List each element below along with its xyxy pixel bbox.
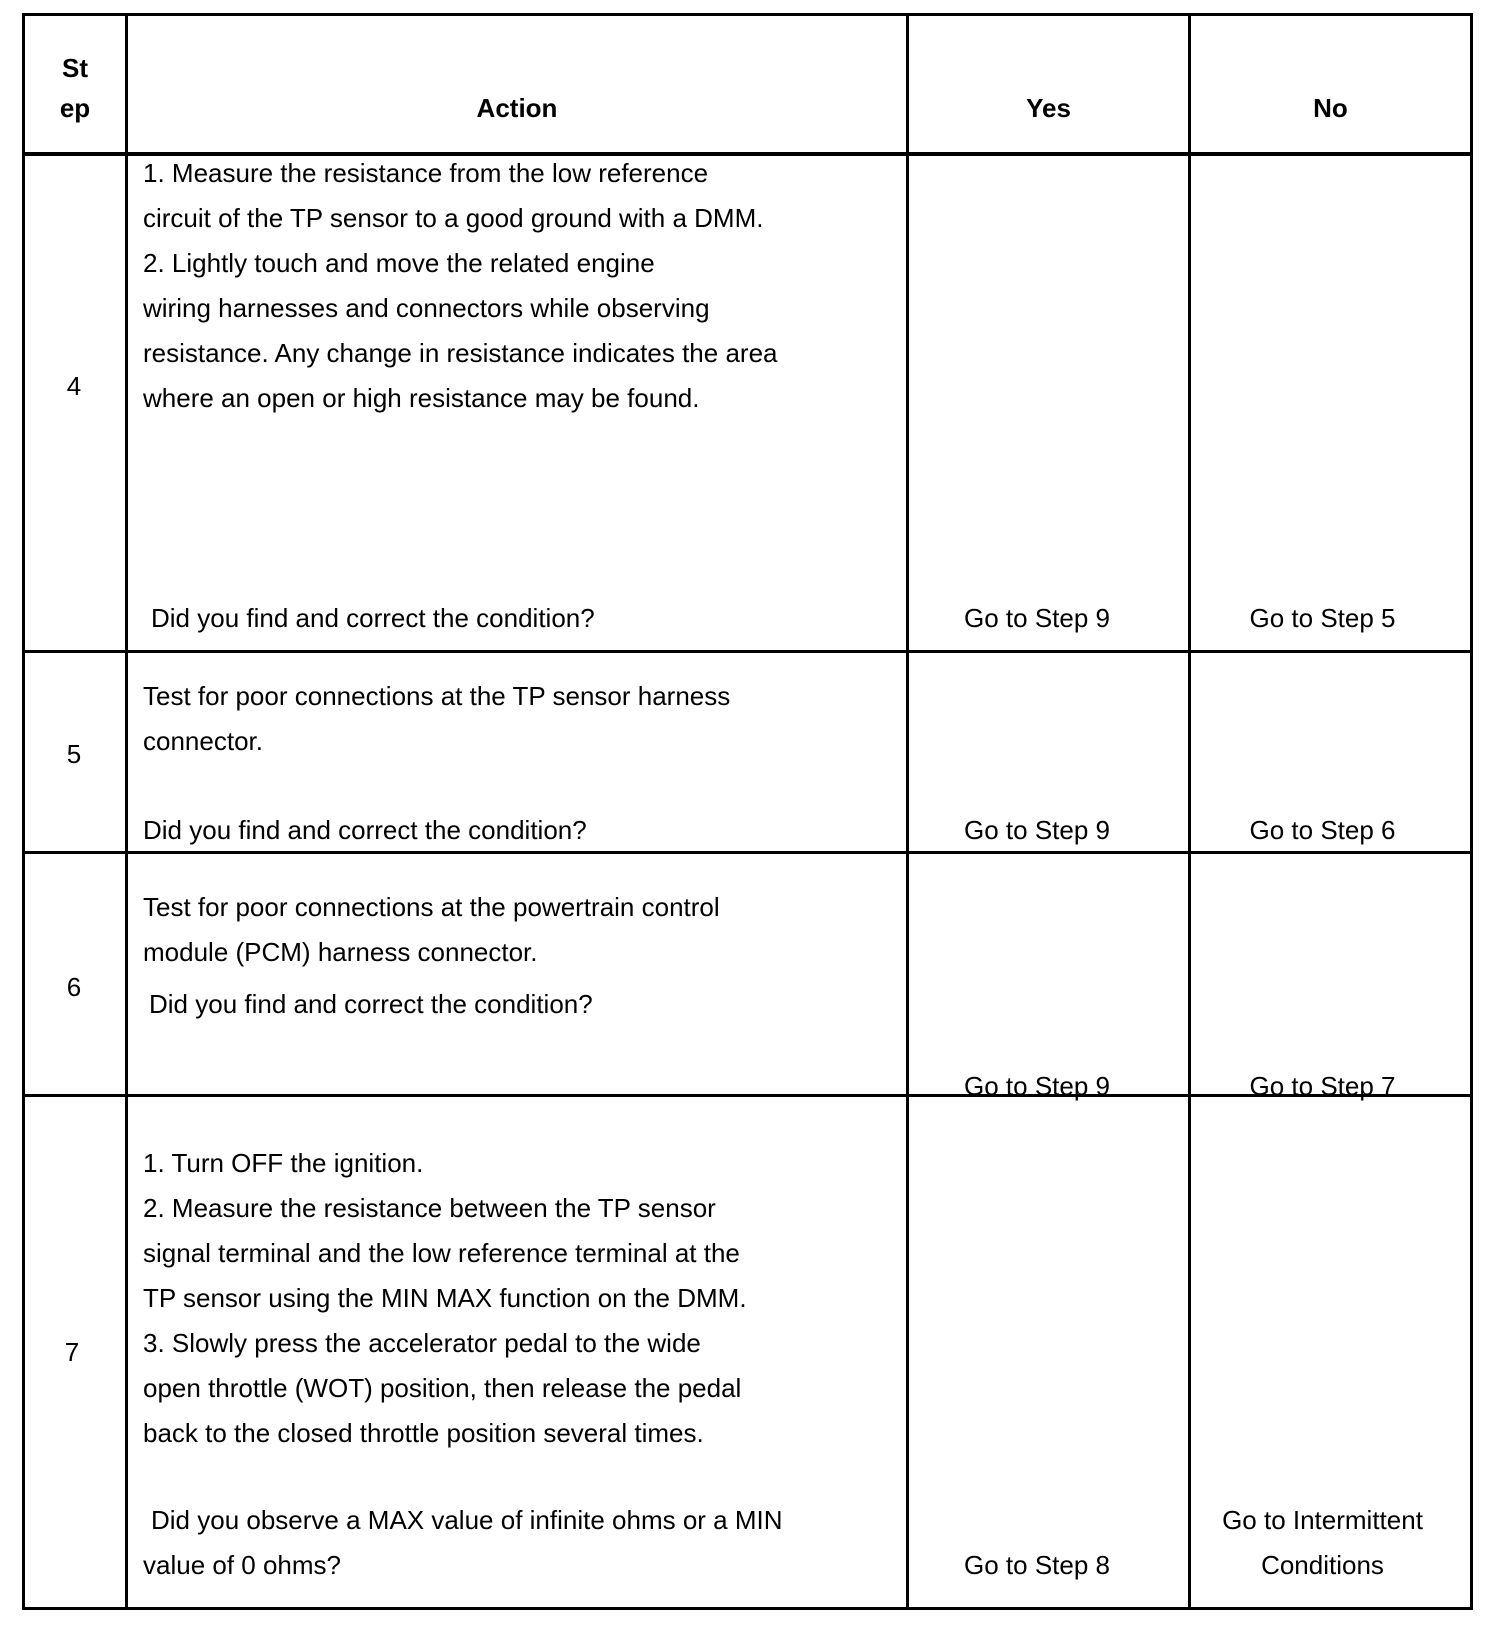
action-text: wiring harnesses and connectors while observing [143, 293, 710, 323]
step-number: 6 [66, 972, 82, 1002]
question-text: value of 0 ohms? [143, 1550, 342, 1580]
action-text: 2. Measure the resistance between the TP sensor [143, 1193, 716, 1223]
header-divider [22, 152, 1473, 156]
action-text: back to the closed throttle position several times. [143, 1418, 704, 1448]
yes-result: Go to Step 9 [964, 1071, 1110, 1101]
table-border-top [22, 13, 1473, 16]
question-text: Did you observe a MAX value of infinite ohms or a MIN [151, 1505, 783, 1535]
diagnostic-table [22, 13, 1473, 1610]
action-text: open throttle (WOT) position, then release the pedal [143, 1373, 742, 1403]
action-text: 2. Lightly touch and move the related engine [143, 248, 655, 278]
yes-result: Go to Step 9 [964, 815, 1110, 845]
no-result: Go to Step 6 [1249, 815, 1396, 845]
no-result: Go to Intermittent [1222, 1505, 1423, 1535]
header-no: No [1313, 93, 1348, 123]
action-text: resistance. Any change in resistance indicates the area [143, 338, 778, 368]
action-text: Test for poor connections at the TP sensor harness [143, 681, 731, 711]
action-text: 3. Slowly press the accelerator pedal to the wide [143, 1328, 701, 1358]
row-divider [22, 851, 1473, 854]
action-text: 1. Measure the resistance from the low reference [143, 158, 709, 188]
question-text: Did you find and correct the condition? [151, 603, 595, 633]
yes-result: Go to Step 9 [964, 603, 1110, 633]
column-divider [906, 13, 909, 1610]
action-text: Test for poor connections at the powertrain control [143, 892, 720, 922]
question-text: Did you find and correct the condition? [149, 989, 593, 1019]
header-action: Action [476, 93, 558, 123]
column-divider [1188, 13, 1191, 1610]
column-divider [125, 13, 128, 1610]
action-text: where an open or high resistance may be found. [143, 383, 700, 413]
no-result: Conditions [1261, 1550, 1384, 1580]
header-yes: Yes [1026, 93, 1071, 123]
header-step-line1: St [62, 53, 88, 83]
question-text: Did you find and correct the condition? [143, 815, 587, 845]
action-text: module (PCM) harness connector. [143, 937, 538, 967]
step-number: 4 [66, 371, 82, 401]
yes-result: Go to Step 8 [964, 1550, 1110, 1580]
header-step-line2: ep [59, 93, 91, 123]
action-text: 1. Turn OFF the ignition. [143, 1148, 424, 1178]
step-number: 5 [66, 739, 82, 769]
action-text: connector. [143, 726, 263, 756]
action-text: signal terminal and the low reference terminal at the [143, 1238, 740, 1268]
row-divider [22, 650, 1473, 653]
table-border-right [1470, 13, 1473, 1610]
no-result: Go to Step 5 [1249, 603, 1396, 633]
action-text: TP sensor using the MIN MAX function on the DMM. [143, 1283, 747, 1313]
action-text: circuit of the TP sensor to a good ground with a DMM. [143, 203, 764, 233]
no-result: Go to Step 7 [1249, 1071, 1396, 1101]
step-number: 7 [64, 1337, 80, 1367]
table-border-bottom [22, 1607, 1473, 1610]
table-border-left [22, 13, 25, 1610]
